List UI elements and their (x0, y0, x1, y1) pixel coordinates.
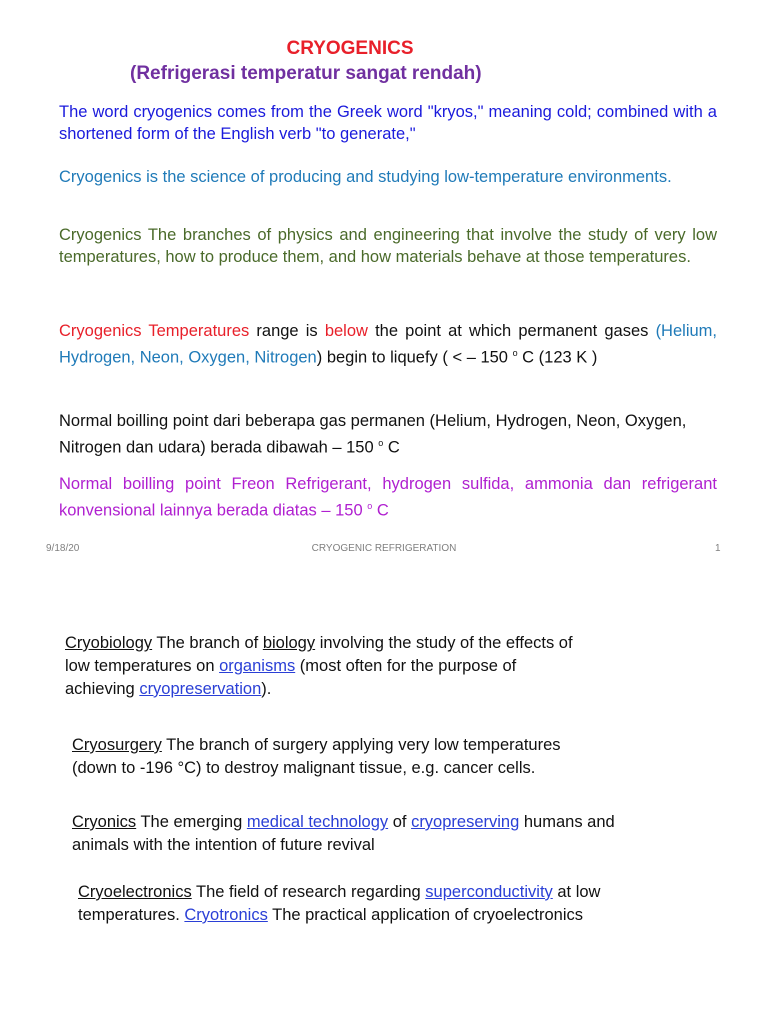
footer-page-number: 1 (715, 543, 721, 554)
slide-2 (0, 600, 768, 1024)
term-cryoelectronics: Cryoelectronics (78, 883, 192, 901)
term-cryonics: Cryonics (72, 813, 137, 831)
link-organisms[interactable]: organisms (219, 657, 296, 675)
link-cryopreserving[interactable]: cryopreserving (411, 813, 520, 831)
boiling-freon-text: Normal boilling point Freon Refrigerant, hydrogen sulfida, ammonia dan refrigerant konvensional lainnya berada diatas – 150 (59, 475, 717, 520)
boiling-permanent-unit: C (383, 438, 400, 457)
paragraph-temperatures (59, 320, 717, 369)
temperatures-text-2: the point at which permanent gases (367, 322, 656, 340)
below-word: below (324, 322, 368, 340)
gas-list: (Helium, Hydrogen, Neon, Oxygen, Nitrogen (59, 322, 717, 367)
cryobiology-text-2: involving the study of the effects of (315, 634, 573, 652)
link-medical-technology[interactable]: medical technology (246, 813, 389, 831)
cryonics-text-4: animals with the intention of future revival (72, 836, 375, 854)
term-cryobiology: Cryobiology (65, 634, 153, 652)
boiling-freon-unit: C (372, 501, 389, 520)
footer-title: CRYOGENIC REFRIGERATION (311, 543, 457, 554)
footer-date: 9/18/20 (46, 543, 80, 554)
cryobiology-text-3: low temperatures on (65, 657, 220, 675)
entry-cryosurgery (72, 734, 561, 780)
slide-subtitle: (Refrigerasi temperatur sangat rendah) (130, 63, 482, 84)
temperatures-text-1: range is (249, 322, 325, 340)
paragraph-branches: Cryogenics The branches of physics and engineering that involve the study of very low temperatures, how to produce them, and how materials behave at those temperatures. (59, 226, 717, 266)
cryoelectronics-text-2: at low (552, 883, 601, 901)
term-cryosurgery: Cryosurgery (72, 736, 162, 754)
entry-cryonics (72, 811, 615, 857)
cryonics-text-1: The emerging (136, 813, 247, 831)
slide-title: CRYOGENICS (286, 38, 414, 59)
degree-symbol: o (367, 501, 373, 511)
cryonics-text-2: of (388, 813, 412, 831)
entry-cryoelectronics (78, 881, 600, 927)
degree-symbol: o (512, 348, 518, 358)
cryobiology-text-6: ). (261, 680, 272, 698)
paragraph-definition: Cryogenics is the science of producing and studying low-temperature environments. (59, 168, 672, 186)
paragraph-boiling-freon (59, 473, 717, 522)
link-cryotronics[interactable]: Cryotronics (184, 906, 268, 924)
boiling-permanent-text: Normal boilling point dari beberapa gas permanen (Helium, Hydrogen, Neon, Oxygen, Nitrogen dan udara) berada dibawah – 150 (59, 412, 687, 457)
temperatures-term: Cryogenics Temperatures (59, 322, 250, 340)
biology-term: biology (262, 634, 316, 652)
link-superconductivity[interactable]: superconductivity (425, 883, 553, 901)
cryobiology-text-4: (most often for the purpose of (295, 657, 517, 675)
cryosurgery-text-1: The branch of surgery applying very low temperatures (161, 736, 561, 754)
cryosurgery-text-2: (down to -196 °C) to destroy malignant tissue, e.g. cancer cells. (72, 759, 536, 777)
link-cryopreservation[interactable]: cryopreservation (139, 680, 262, 698)
temperatures-text-4: C (123 K ) (517, 348, 598, 367)
temperatures-text-3: ) begin to liquefy ( < – 150 (316, 348, 513, 367)
cryoelectronics-text-4: The practical application of cryoelectronics (267, 906, 584, 924)
cryonics-text-3: humans and (519, 813, 615, 831)
cryobiology-text-1: The branch of (152, 634, 263, 652)
degree-symbol: o (378, 438, 384, 448)
entry-cryobiology (65, 632, 573, 701)
paragraph-etymology: The word cryogenics comes from the Greek word "kryos," meaning cold; combined with a shortened form of the English verb "to generate," (59, 103, 717, 143)
cryoelectronics-text-1: The field of research regarding (191, 883, 426, 901)
cryoelectronics-text-3: temperatures. (78, 906, 185, 924)
paragraph-boiling-permanent (59, 410, 717, 459)
cryobiology-text-5: achieving (65, 680, 140, 698)
